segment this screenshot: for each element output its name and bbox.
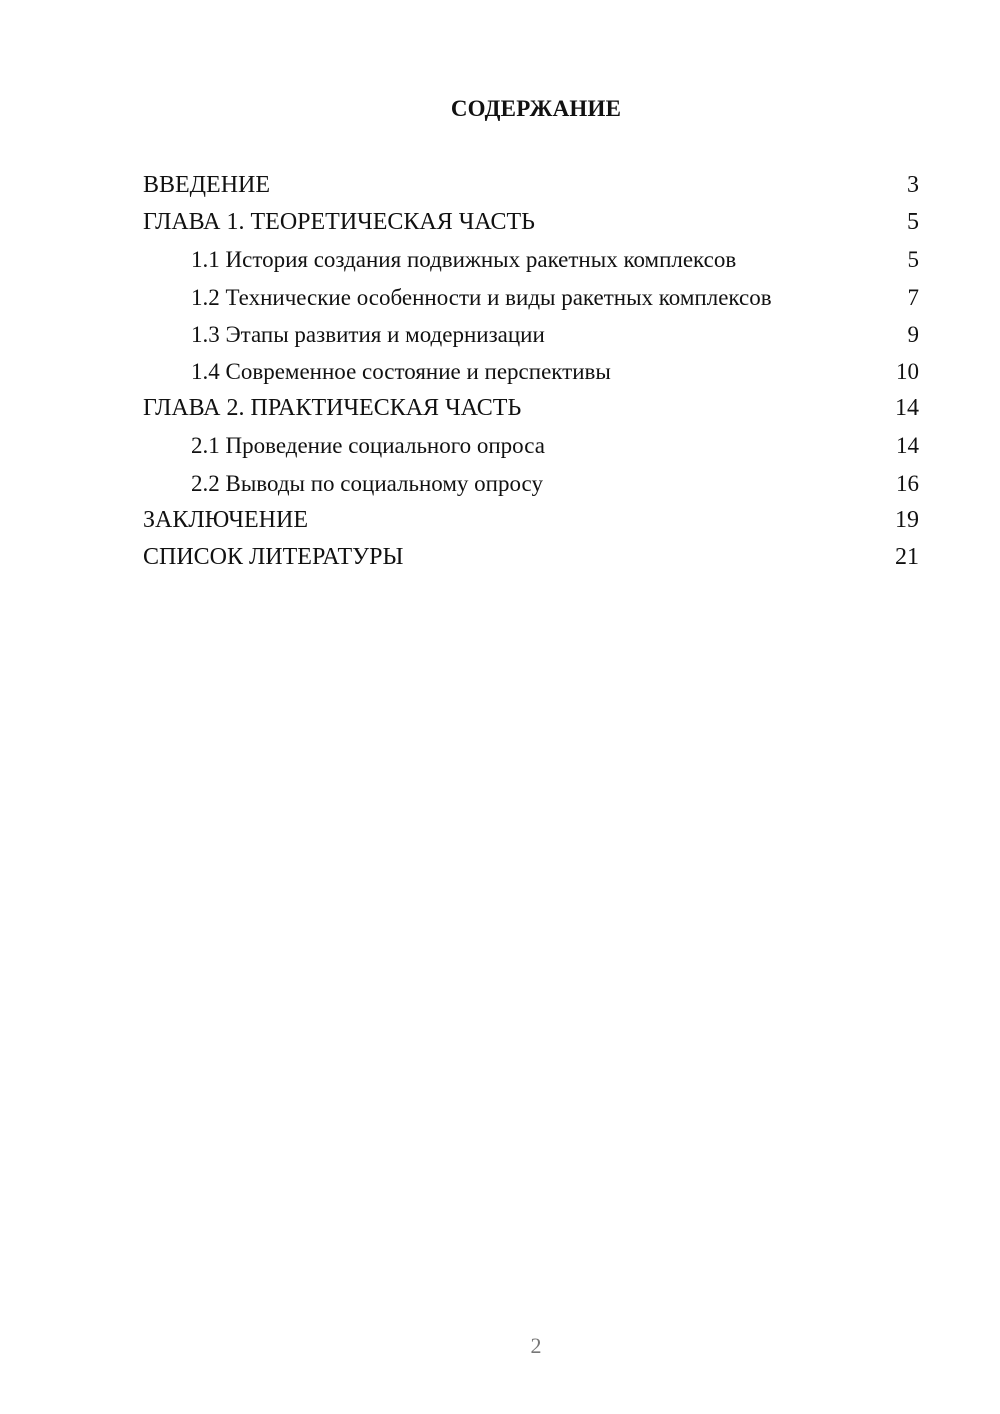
toc-item-page: 5 [907,247,919,273]
page-number: 2 [530,1333,542,1358]
toc-item-page: 14 [895,395,919,422]
toc-item-section-1-4[interactable] [143,353,919,390]
toc-item-label: 2.1 Проведение социального опроса [191,433,545,459]
toc-item-page: 9 [907,321,919,347]
toc-item-page: 19 [895,506,919,533]
toc-item-label: 2.2 Выводы по социальному опросу [191,470,543,496]
toc-item-label: 1.1 История создания подвижных ракетных комплексов [191,247,737,273]
toc-item-page: 21 [895,543,919,570]
toc-item-chapter-1[interactable] [143,204,919,241]
toc-item-label: ВВЕДЕНИЕ [143,172,271,198]
toc-item-section-2-1[interactable] [143,427,919,464]
toc-item-section-1-1[interactable] [143,241,919,278]
toc-item-page: 14 [896,433,919,459]
toc-item-conclusion[interactable] [143,502,919,539]
toc-item-section-1-2[interactable] [143,279,919,316]
toc-item-chapter-2[interactable] [143,390,919,427]
toc-item-page: 16 [896,470,919,496]
table-of-contents [143,167,919,576]
toc-item-label: СПИСОК ЛИТЕРАТУРЫ [143,543,404,570]
toc-item-page: 5 [907,209,919,236]
toc-item-label: ЗАКЛЮЧЕНИЕ [143,506,308,533]
toc-item-label: 1.2 Технические особенности и виды ракетных комплексов [191,284,772,310]
toc-item-section-1-3[interactable] [143,316,919,353]
toc-item-references[interactable] [143,539,919,576]
toc-item-label: 1.3 Этапы развития и модернизации [191,321,545,347]
toc-item-page: 10 [896,358,919,384]
toc-item-section-2-2[interactable] [143,465,919,502]
toc-item-introduction[interactable] [143,167,919,204]
toc-item-label: 1.4 Современное состояние и перспективы [191,358,611,384]
toc-item-label: ГЛАВА 2. ПРАКТИЧЕСКАЯ ЧАСТЬ [143,395,522,422]
page-title: СОДЕРЖАНИЕ [450,96,622,121]
toc-item-label: ГЛАВА 1. ТЕОРЕТИЧЕСКАЯ ЧАСТЬ [143,209,535,236]
toc-item-page: 7 [907,284,919,310]
toc-item-page: 3 [907,172,919,198]
